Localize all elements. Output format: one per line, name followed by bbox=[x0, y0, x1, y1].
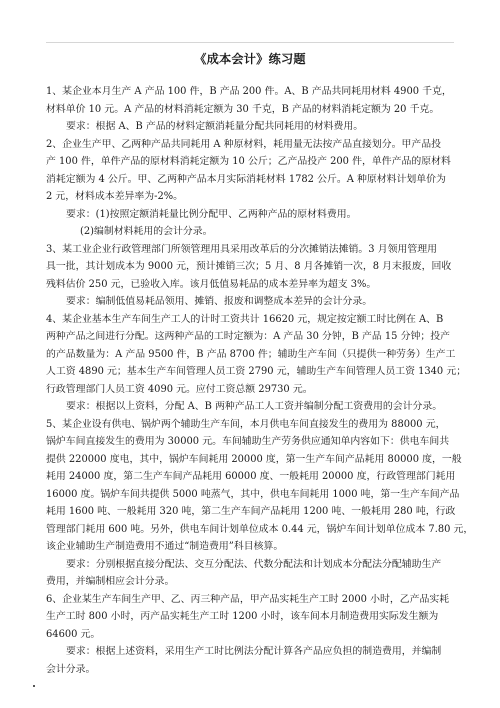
text-line: 要求：根据上述资料，采用生产工时比例法分配计算各产品应负担的制造费用，并编制 bbox=[66, 646, 442, 657]
text-line: 材料单价 10 元。A 产品的材料消耗定额为 30 千克，B 产品的材料消耗定额为 20 千克。 bbox=[46, 103, 440, 115]
text-line: 1、某企业本月生产 A 产品 100 件，B 产品 200 件。A、B 产品共同耗用材料 4900 千克， bbox=[46, 86, 452, 97]
text-line: 两种产品之间进行分配。这两种产品的工时定额为：A 产品 30 分钟，B 产品 15 分钟；投产 bbox=[46, 331, 450, 342]
text-line: 消耗定额为 4 公斤。甲、乙两种产品本月实际消耗材料 1782 公斤。A 种原材料计划单价为 bbox=[46, 173, 446, 185]
text-line: 具一批，其计划成本为 9000 元，预计摊销三次；5 月、8 月各摊销一次，8 月末报废，回收 bbox=[46, 261, 452, 272]
text-line: 耗用 1600 吨、一般耗用 320 吨，第二生产车间产品耗用 1200 吨、一般耗用 280 吨，行政 bbox=[46, 506, 456, 517]
text-line: 2、企业生产甲、乙两种产品共同耗用 A 种原材料，耗用量无法按产品直接划分。甲产品投 bbox=[46, 138, 441, 150]
text-line: 16000 度。锅炉车间共提供 5000 吨蒸气，其中，供电车间耗用 1000 吨，第一生产车间产品 bbox=[46, 488, 460, 500]
text-line: 行政管理部门人员工资 4090 元。应付工资总额 29730 元。 bbox=[46, 383, 313, 395]
text-line: 提供 220000 度电，其中，锅炉车间耗用 20000 度，第一生产车间产品耗用 80000 度，一般 bbox=[46, 453, 462, 465]
text-line: 2 元，材料成本差异率为-2%。 bbox=[46, 191, 184, 202]
text-line: 产 100 件，单件产品的原材料消耗定额为 10 公斤；乙产品投产 200 件，单件产品的原材料 bbox=[46, 156, 451, 167]
text-line: 生产工时 800 小时，丙产品实耗生产工时 1200 小时，该车间本月制造费用实际发生额为 bbox=[46, 611, 439, 622]
text-line: 4、某企业基本生产车间生产工人的计时工资共计 16620 元，规定按定额工时比例在 A、B bbox=[46, 313, 444, 325]
text-line: 要求：编制低值易耗品领用、摊销、报废和调整成本差异的会计分录。 bbox=[66, 296, 373, 307]
text-line: 费用，并编制相应会计分录。 bbox=[46, 576, 175, 587]
text-line: 的产品数量为：A 产品 9500 件，B 产品 8700 件；辅助生产车间（只提供一种劳务）生产工 bbox=[46, 348, 456, 360]
text-line: 6、企业某生产车间生产甲、乙、丙三种产品，甲产品实耗生产工时 2000 小时，乙产品实耗 bbox=[46, 593, 450, 605]
text-line: 管理部门耗用 600 吨。另外，供电车间计划单位成本 0.44 元，锅炉车间计划单位成本 7.80 元， bbox=[46, 523, 474, 535]
footer-mark bbox=[33, 685, 35, 687]
page-title: 《成本会计》练习题 bbox=[194, 52, 306, 66]
text-line: 3、某工业企业行政管理部门所领管理用具采用改革后的分次摊销法摊销。3 月领用管理用 bbox=[46, 243, 437, 255]
header-rule bbox=[46, 42, 454, 43]
text-line: 耗用 24000 度，第二生产车间产品耗用 60000 度、一般耗用 20000 度，行政管理部门耗用 bbox=[46, 471, 456, 482]
document-body bbox=[46, 83, 474, 678]
text-line: 64600 元。 bbox=[46, 628, 101, 640]
text-line: 该企业辅助生产制造费用不通过“制造费用”科目核算。 bbox=[46, 541, 284, 552]
text-line: 会计分录。 bbox=[46, 663, 96, 675]
text-line: 5、某企业设有供电、锅炉两个辅助生产车间，本月供电车间直接发生的费用为 88000 元， bbox=[46, 418, 446, 430]
text-line: 锅炉车间直接发生的费用为 30000 元。车间辅助生产劳务供应通知单内容如下：供电车间共 bbox=[46, 436, 450, 447]
text-line: 要求：根据以上资料，分配 A、B 两种产品工人工资并编制分配工资费用的会计分录。 bbox=[66, 401, 443, 412]
text-line: 人工资 4890 元；基本生产车间管理人员工资 2790 元，辅助生产车间管理人员工资 1340 元； bbox=[46, 366, 467, 377]
text-line: (2)编制材料耗用的会计分录。 bbox=[80, 226, 213, 237]
text-line: 要求：分别根据直接分配法、交互分配法、代数分配法和计划成本分配法分配辅助生产 bbox=[66, 558, 442, 570]
text-line: 要求：根据 A、B 产品的材料定额消耗量分配共同耗用的材料费用。 bbox=[66, 121, 364, 132]
text-line: 残料估价 250 元，已验收入库。该月低值易耗品的成本差异率为超支 3%。 bbox=[46, 278, 377, 290]
text-line: 要求：(1)按照定额消耗量比例分配甲、乙两种产品的原材料费用。 bbox=[66, 208, 357, 220]
